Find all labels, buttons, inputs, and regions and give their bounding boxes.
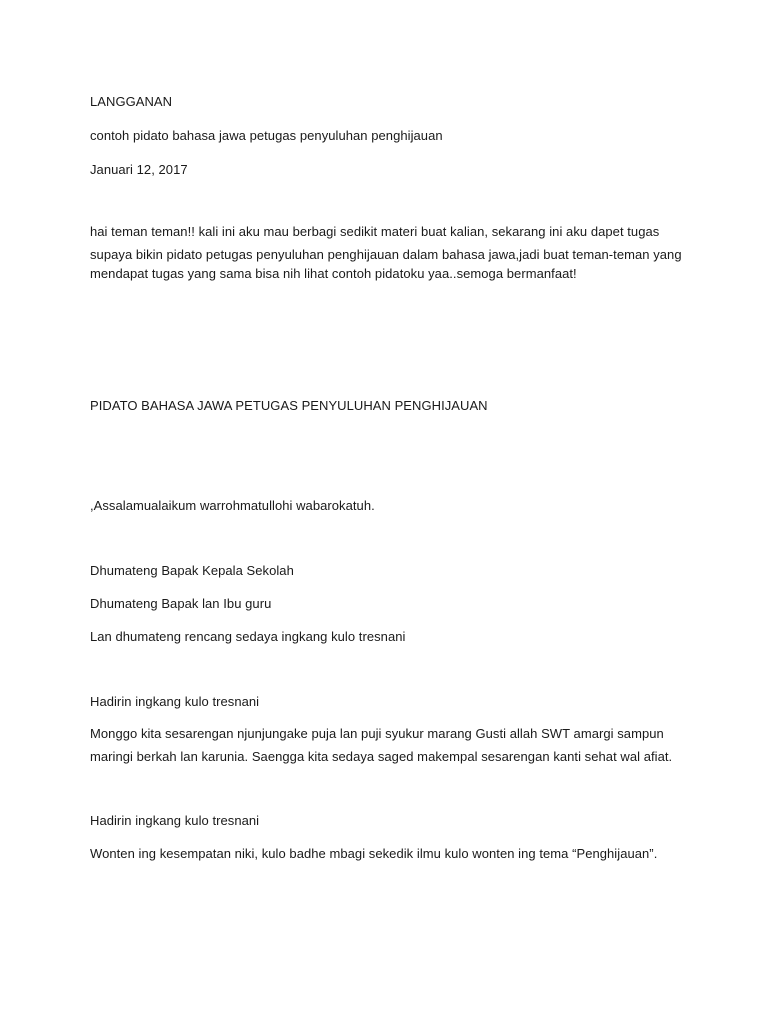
paragraph-1-line-1: Monggo kita sesarengan njunjungake puja lan puji syukur marang Gusti allah SWT amargi sampun <box>90 726 664 741</box>
address-1: Hadirin ingkang kulo tresnani <box>90 694 260 709</box>
speech-greeting: ,Assalamualaikum warrohmatullohi wabarokatuh. <box>90 498 375 513</box>
salutation-2: Dhumateng Bapak lan Ibu guru <box>90 596 272 611</box>
speech-heading: PIDATO BAHASA JAWA PETUGAS PENYULUHAN PENGHIJAUAN <box>90 398 488 413</box>
section-label: LANGGANAN <box>90 94 173 109</box>
intro-line-3: mendapat tugas yang sama bisa nih lihat contoh pidatoku yaa..semoga bermanfaat! <box>90 266 577 281</box>
post-title: contoh pidato bahasa jawa petugas penyuluhan penghijauan <box>90 128 443 143</box>
intro-line-1: hai teman teman!! kali ini aku mau berbagi sedikit materi buat kalian, sekarang ini aku dapet tugas <box>90 224 660 239</box>
address-2: Hadirin ingkang kulo tresnani <box>90 813 260 828</box>
salutation-1: Dhumateng Bapak Kepala Sekolah <box>90 563 294 578</box>
paragraph-1-line-2: maringi berkah lan karunia. Saengga kita sedaya saged makempal sesarengan kanti sehat wal afiat. <box>90 749 673 764</box>
post-date: Januari 12, 2017 <box>90 162 188 177</box>
salutation-3: Lan dhumateng rencang sedaya ingkang kulo tresnani <box>90 629 406 644</box>
intro-line-2: supaya bikin pidato petugas penyuluhan penghijauan dalam bahasa jawa,jadi buat teman-teman yang <box>90 247 682 262</box>
paragraph-2: Wonten ing kesempatan niki, kulo badhe mbagi sekedik ilmu kulo wonten ing tema “Penghijauan”. <box>90 846 658 861</box>
